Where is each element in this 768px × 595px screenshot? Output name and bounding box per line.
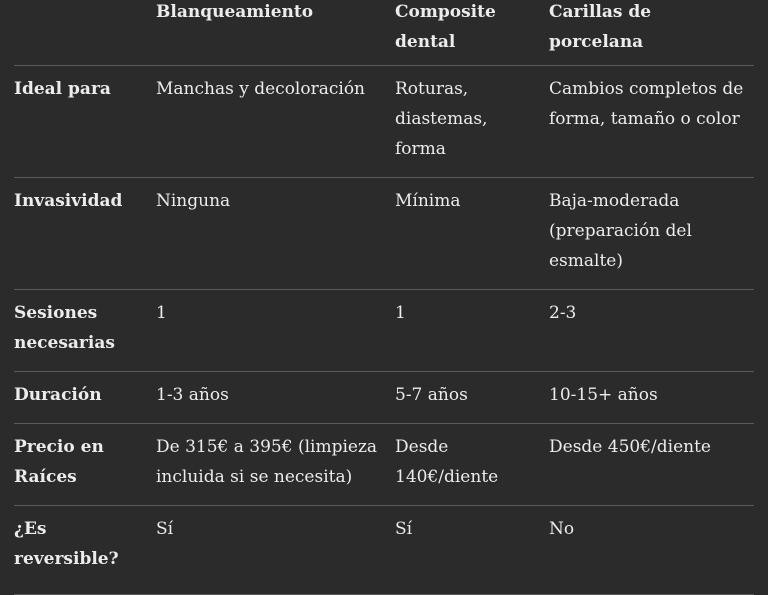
table-cell: Roturas, diastemas, forma — [395, 66, 549, 178]
table-cell: Mínima — [395, 178, 549, 290]
table-cell: 1-3 años — [156, 372, 395, 424]
table-cell: Cambios completos de forma, tamaño o color — [549, 66, 754, 178]
row-label-reversible: ¿Es reversible? — [14, 506, 156, 595]
table-row — [14, 66, 754, 178]
row-label-ideal-para: Ideal para — [14, 66, 156, 178]
table-cell: Ninguna — [156, 178, 395, 290]
table-row — [14, 290, 754, 372]
table-cell: Baja-moderada (preparación del esmalte) — [549, 178, 754, 290]
table-cell: Desde 140€/diente — [395, 424, 549, 506]
row-label-duracion: Duración — [14, 372, 156, 424]
table-row — [14, 372, 754, 424]
table-cell: 1 — [395, 290, 549, 372]
table-cell: De 315€ a 395€ (limpieza incluida si se necesita) — [156, 424, 395, 506]
comparison-table-container — [14, 0, 754, 595]
row-label-sesiones: Sesiones necesarias — [14, 290, 156, 372]
table-cell: No — [549, 506, 754, 595]
table-cell: 2-3 — [549, 290, 754, 372]
table-header-row — [14, 0, 754, 66]
table-cell: Desde 450€/diente — [549, 424, 754, 506]
comparison-table — [14, 0, 754, 595]
table-cell: Sí — [156, 506, 395, 595]
table-row — [14, 424, 754, 506]
table-cell: 5-7 años — [395, 372, 549, 424]
header-empty-cell — [14, 0, 156, 66]
header-whitening: Blanqueamiento — [156, 0, 395, 66]
row-label-precio: Precio en Raíces — [14, 424, 156, 506]
table-row — [14, 178, 754, 290]
table-row — [14, 506, 754, 595]
row-label-invasividad: Invasividad — [14, 178, 156, 290]
header-veneers: Carillas de porcelana — [549, 0, 754, 66]
table-cell: 10-15+ años — [549, 372, 754, 424]
table-cell: 1 — [156, 290, 395, 372]
table-cell: Manchas y decoloración — [156, 66, 395, 178]
header-composite: Composite dental — [395, 0, 549, 66]
table-cell: Sí — [395, 506, 549, 595]
